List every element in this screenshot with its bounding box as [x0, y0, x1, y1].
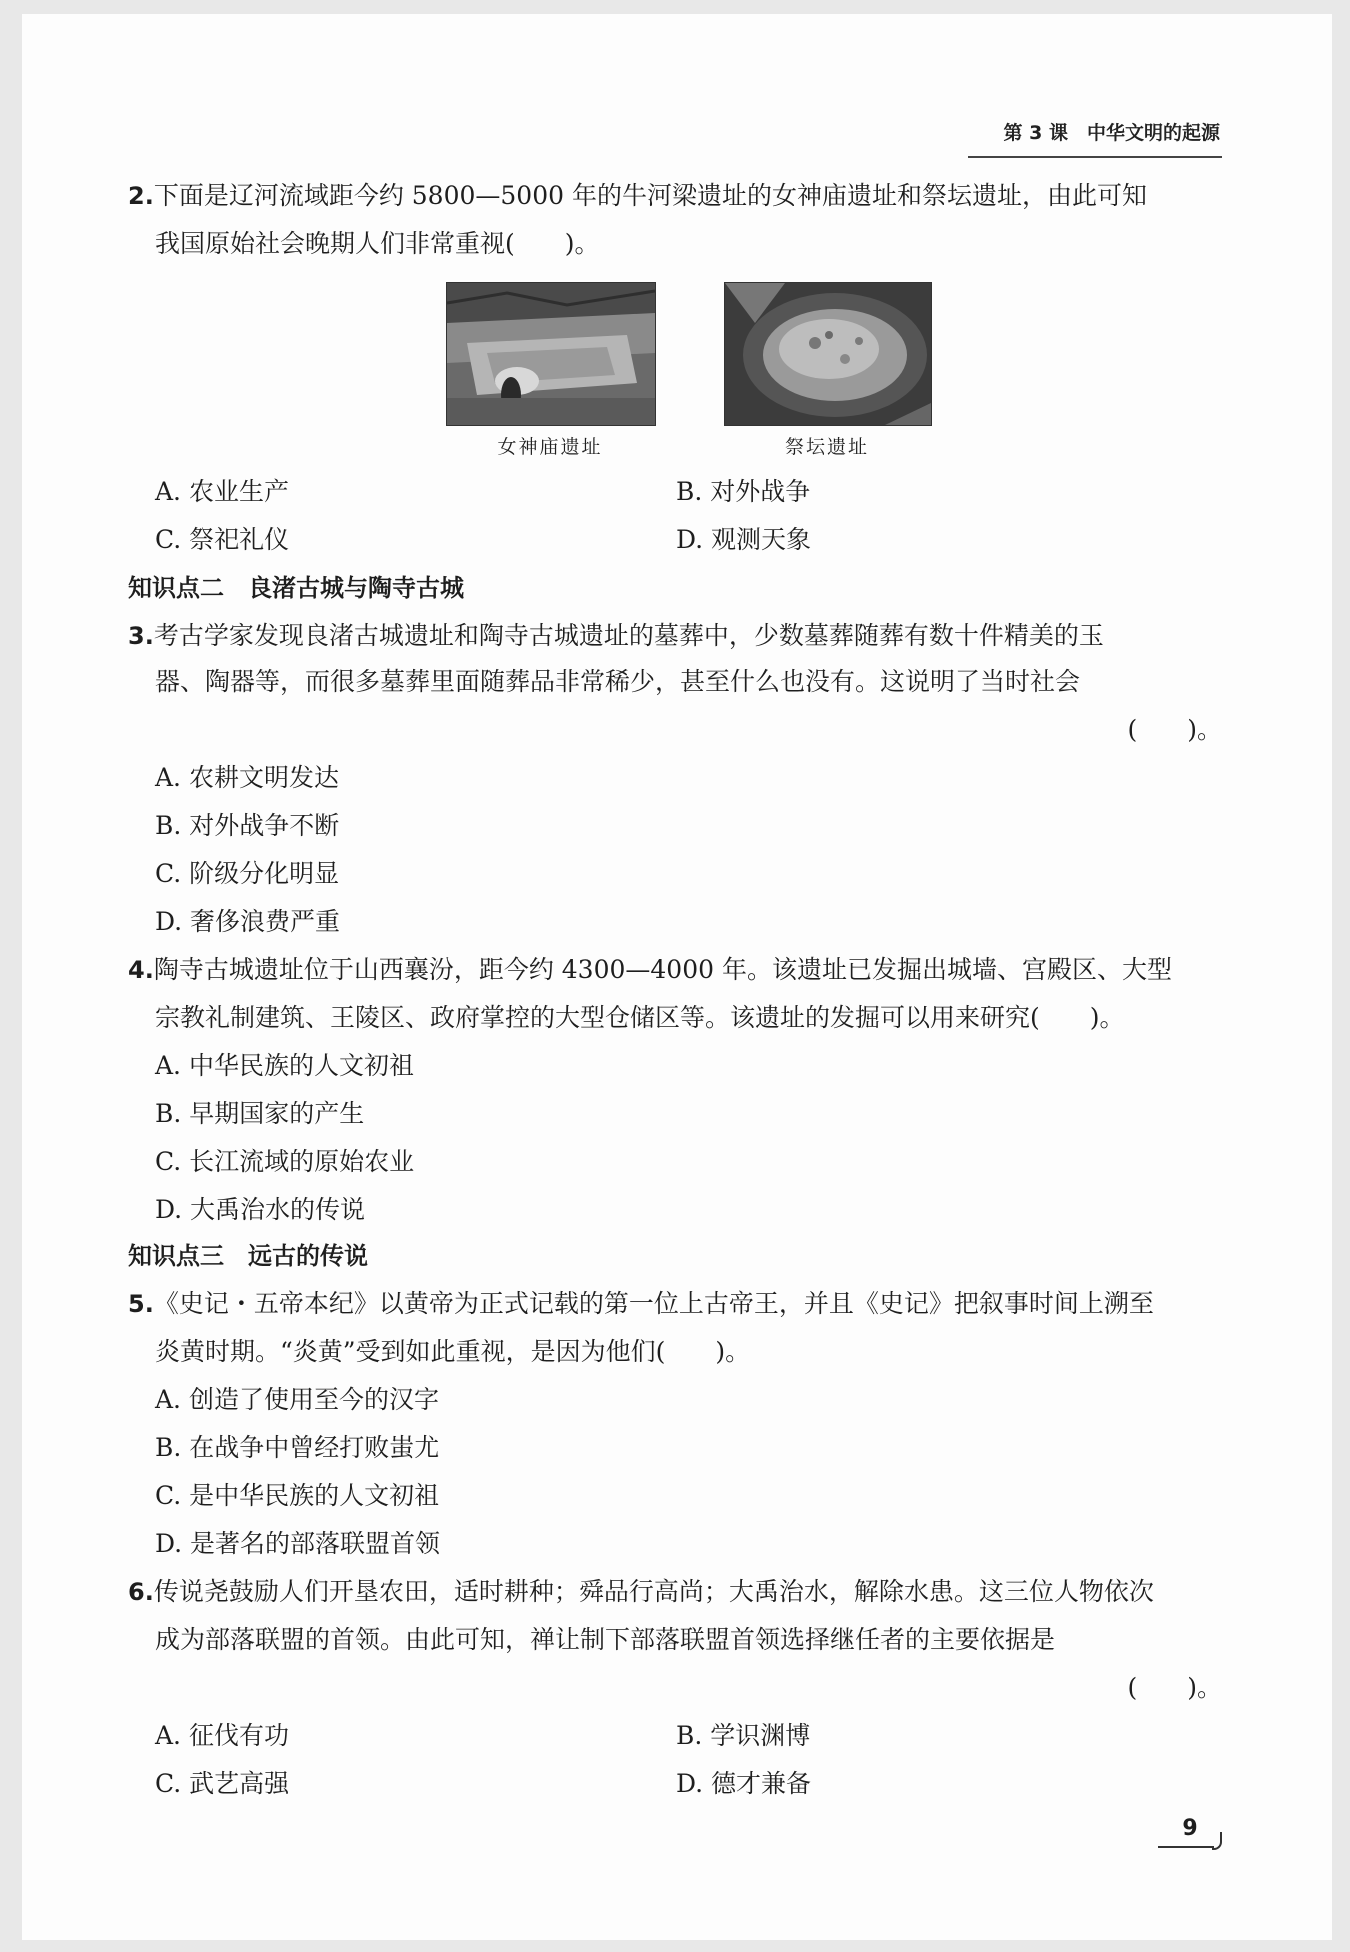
question-3-option-c[interactable]: C. 阶级分化明显 [155, 859, 340, 888]
question-3-option-a[interactable]: A. 农耕文明发达 [155, 763, 339, 792]
altar-caption: 祭坛遗址 [784, 436, 869, 458]
header-rule [968, 156, 1222, 158]
question-6-option-c[interactable]: C. 武艺高强 [155, 1769, 290, 1798]
question-2-option-a[interactable]: A. 农业生产 [155, 477, 289, 506]
page-number: 9 [1182, 1816, 1198, 1841]
goddess-temple-photo [446, 282, 656, 426]
question-5-option-b[interactable]: B. 在战争中曾经打败蚩尤 [155, 1433, 440, 1462]
question-3-option-b[interactable]: B. 对外战争不断 [155, 811, 340, 840]
question-6-number: 6. [128, 1578, 154, 1606]
question-6-option-a[interactable]: A. 征伐有功 [155, 1721, 289, 1750]
question-2-line-2: 我国原始社会晚期人们非常重视( )。 [155, 229, 600, 258]
question-2-option-b[interactable]: B. 对外战争 [676, 477, 811, 506]
question-5-option-a[interactable]: A. 创造了使用至今的汉字 [155, 1385, 439, 1414]
question-4-option-d[interactable]: D. 大禹治水的传说 [155, 1195, 366, 1224]
question-6-answer-blank: ( )。 [1127, 1673, 1222, 1702]
question-5-line-1: 5.《史记・五帝本纪》以黄帝为正式记载的第一位上古帝王，并且《史记》把叙事时间上溯至 [128, 1289, 1154, 1318]
question-6-line-1: 6.传说尧鼓励人们开垦农田，适时耕种；舜品行高尚；大禹治水，解除水患。这三位人物依次 [128, 1577, 1154, 1606]
question-2-number: 2. [128, 182, 154, 210]
question-3-option-d[interactable]: D. 奢侈浪费严重 [155, 907, 341, 936]
question-4-option-b[interactable]: B. 早期国家的产生 [155, 1099, 365, 1128]
question-2-option-c[interactable]: C. 祭祀礼仪 [155, 525, 290, 554]
section-heading-3: 知识点三 远古的传说 [128, 1242, 368, 1270]
question-6-line-2: 成为部落联盟的首领。由此可知，禅让制下部落联盟首领选择继任者的主要依据是 [155, 1625, 1056, 1654]
question-4-line-1: 4.陶寺古城遗址位于山西襄汾，距今约 4300—4000 年。该遗址已发掘出城墙、宫殿区、大型 [128, 955, 1172, 984]
question-4-option-a[interactable]: A. 中华民族的人文初祖 [155, 1051, 414, 1080]
question-3-number: 3. [128, 622, 154, 650]
goddess-temple-caption: 女神庙遗址 [497, 436, 603, 458]
question-2-option-d[interactable]: D. 观测天象 [676, 525, 812, 554]
page-number-rule [1158, 1846, 1214, 1848]
question-3-answer-blank: ( )。 [1127, 715, 1222, 744]
question-2-line-1: 2.下面是辽河流域距今约 5800—5000 年的牛河梁遗址的女神庙遗址和祭坛遗址，由此可知 [128, 181, 1147, 210]
question-6-option-d[interactable]: D. 德才兼备 [676, 1769, 812, 1798]
question-4-number: 4. [128, 956, 154, 984]
lesson-header: 第 3 课 中华文明的起源 [1003, 122, 1220, 144]
question-4-line-2: 宗教礼制建筑、王陵区、政府掌控的大型仓储区等。该遗址的发掘可以用来研究( )。 [155, 1003, 1125, 1032]
question-5-line-2: 炎黄时期。“炎黄”受到如此重视，是因为他们( )。 [155, 1337, 751, 1366]
section-heading-2: 知识点二 良渚古城与陶寺古城 [128, 574, 464, 602]
question-3-line-1: 3.考古学家发现良渚古城遗址和陶寺古城遗址的墓葬中，少数墓葬随葬有数十件精美的玉 [128, 621, 1104, 650]
question-5-number: 5. [128, 1290, 154, 1318]
question-3-line-2: 器、陶器等，而很多墓葬里面随葬品非常稀少，甚至什么也没有。这说明了当时社会 [155, 667, 1081, 696]
question-6-option-b[interactable]: B. 学识渊博 [676, 1721, 811, 1750]
altar-photo [724, 282, 932, 426]
question-4-option-c[interactable]: C. 长江流域的原始农业 [155, 1147, 415, 1176]
question-5-option-d[interactable]: D. 是著名的部落联盟首领 [155, 1529, 441, 1558]
question-5-option-c[interactable]: C. 是中华民族的人文初祖 [155, 1481, 440, 1510]
